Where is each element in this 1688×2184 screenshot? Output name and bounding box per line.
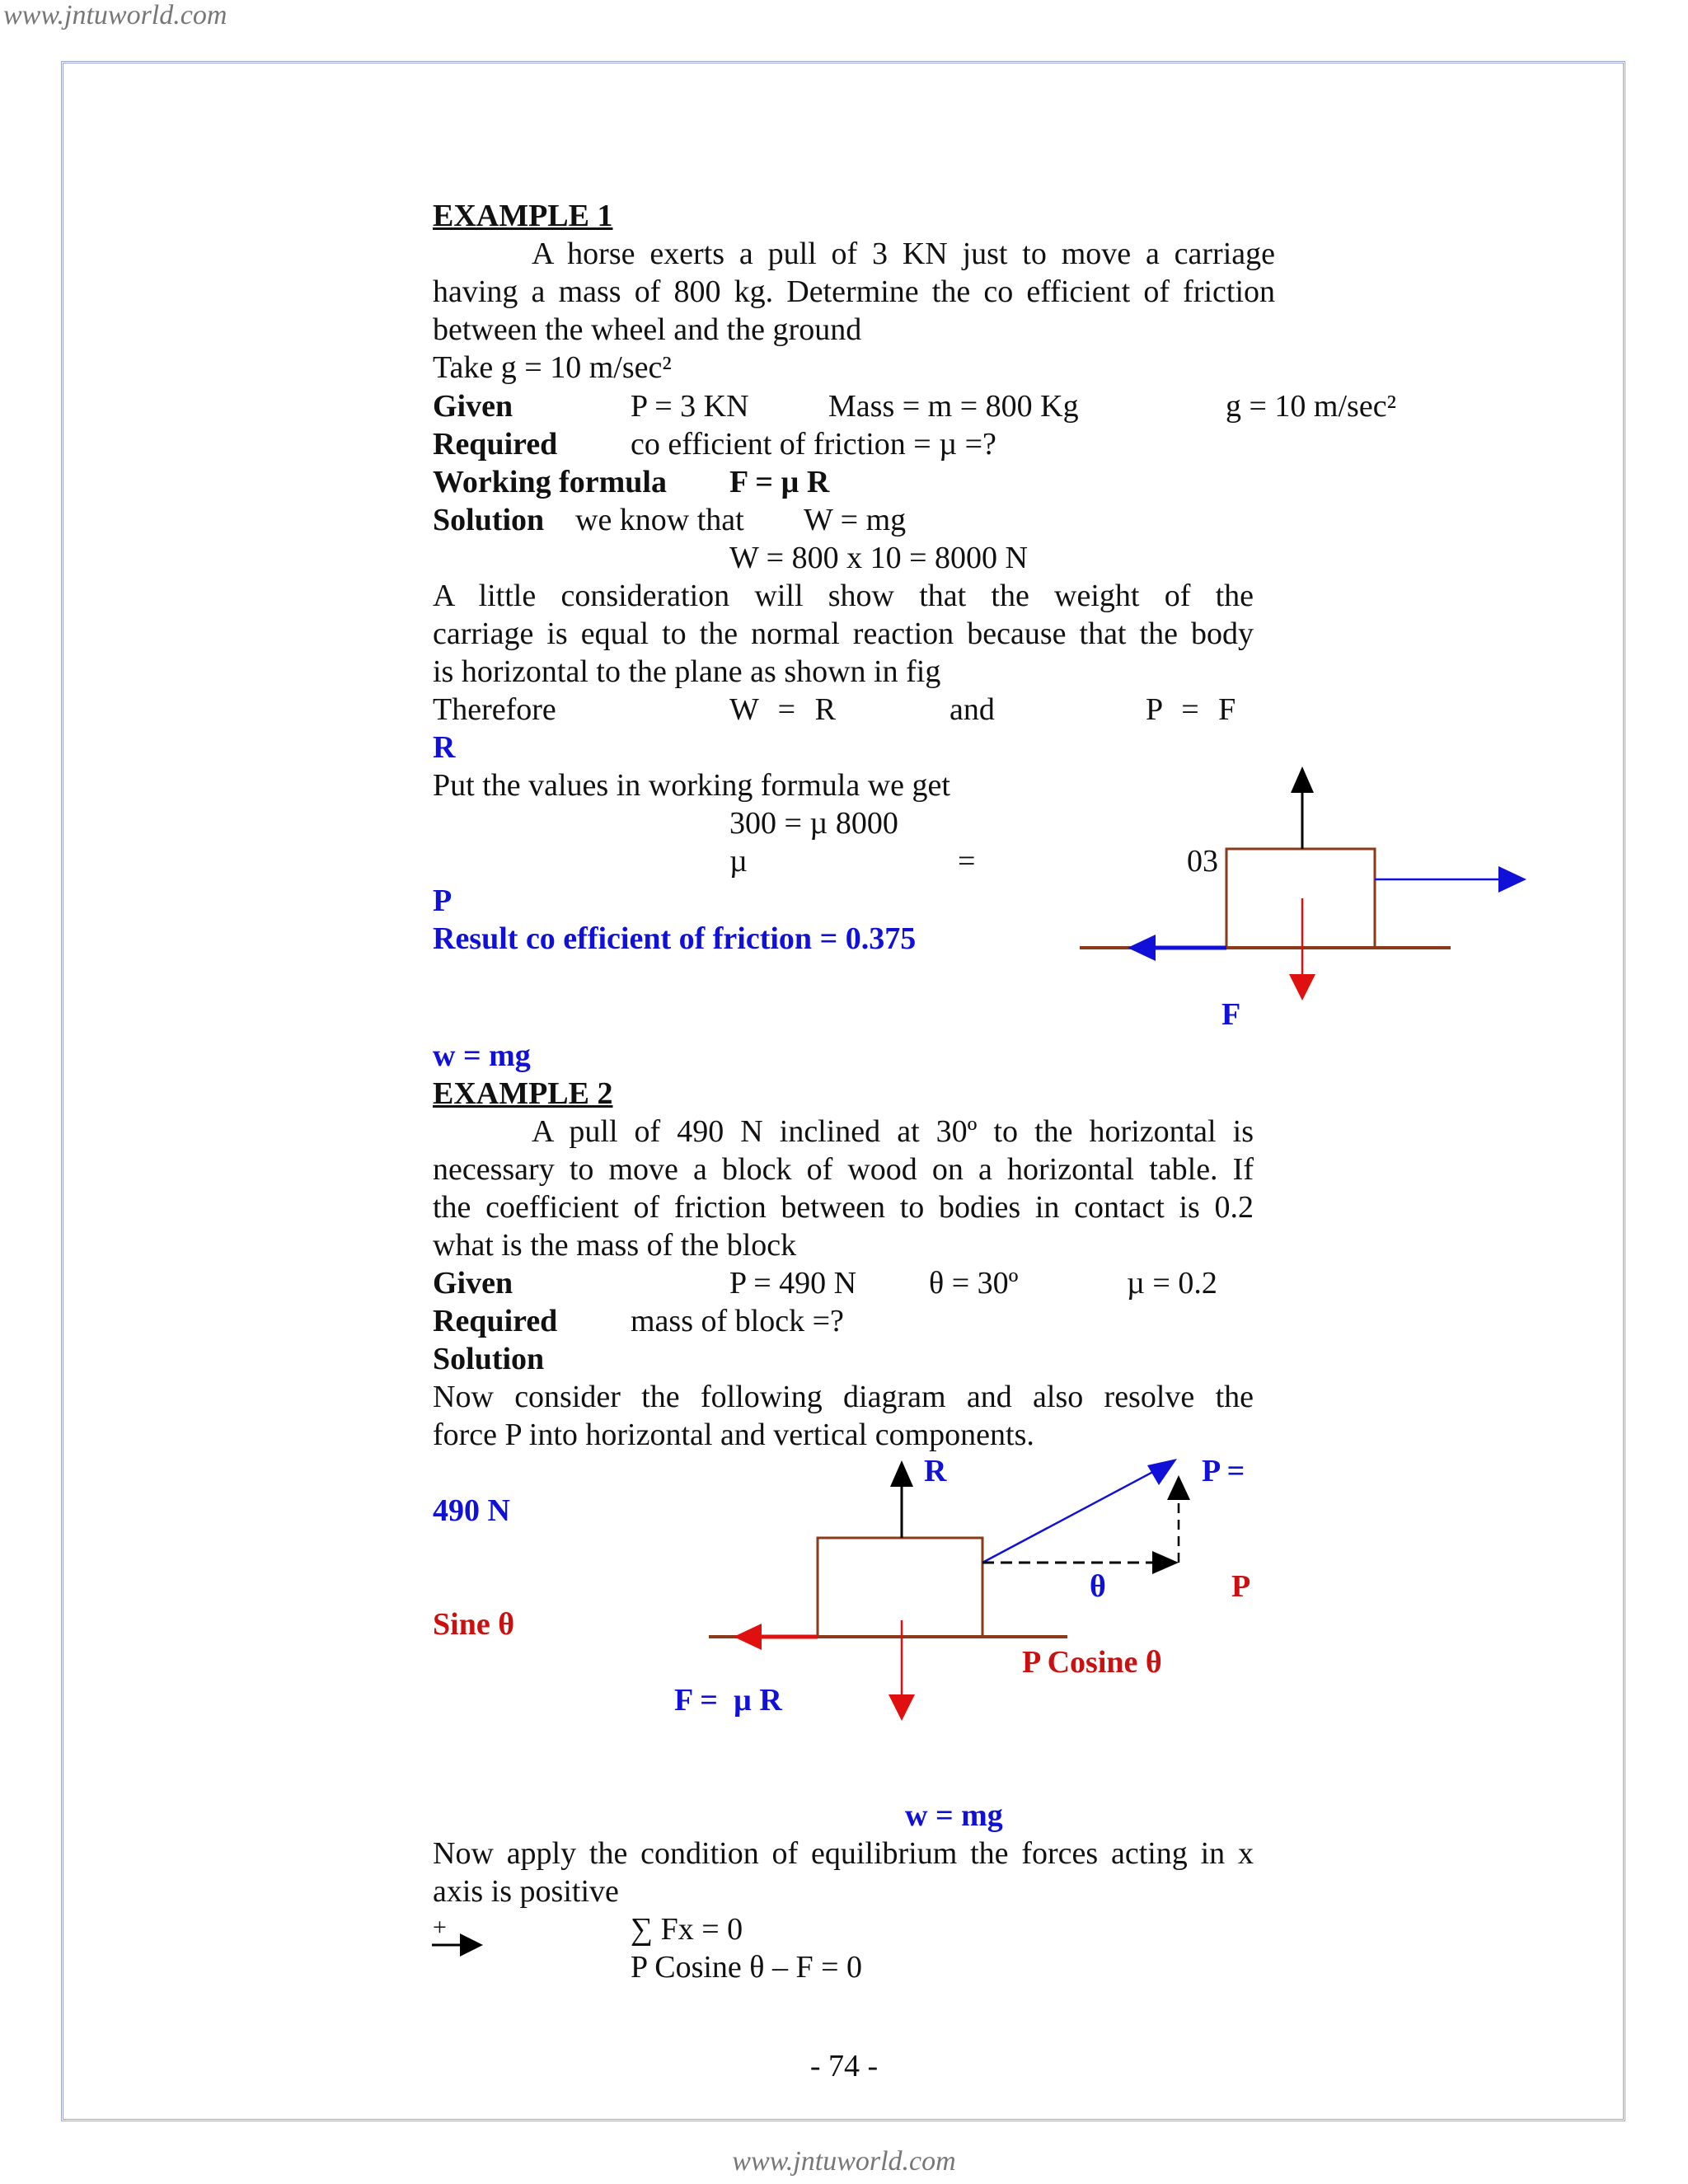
example1-title: EXAMPLE 1 xyxy=(433,199,613,233)
label-r-2: R xyxy=(924,1454,947,1488)
w-equals-mg-1: w = mg xyxy=(433,1038,531,1073)
result: Result co efficient of friction = 0.375 xyxy=(433,921,917,956)
consider2-line2: force P into horizontal and vertical components. xyxy=(433,1418,1034,1452)
friction-arrowhead xyxy=(1128,935,1156,961)
pull-arrowhead xyxy=(1498,866,1526,893)
example2-para-line4: what is the mass of the block xyxy=(433,1228,797,1263)
wood-block xyxy=(818,1538,982,1637)
label-p-equals: P = xyxy=(1202,1454,1245,1488)
vertical-component-arrowhead xyxy=(1167,1475,1190,1500)
label-r: R xyxy=(433,730,456,765)
example1-para-line2: having a mass of 800 kg. Determine the co efficient of friction xyxy=(433,274,1275,309)
page-number: - 74 - xyxy=(809,2049,879,2083)
watermark-bottom: www.jntuworld.com xyxy=(732,2146,956,2177)
equals-sign: = xyxy=(958,844,976,879)
label-sine-theta: Sine θ xyxy=(433,1607,515,1642)
solution-label: Solution xyxy=(433,503,545,537)
given-p-2: P = 490 N xyxy=(729,1266,857,1301)
plus-sign: + xyxy=(433,1914,447,1941)
p-equals-f: P = F xyxy=(1146,692,1236,727)
label-490n: 490 N xyxy=(433,1493,510,1528)
mu-symbol: µ xyxy=(729,844,748,879)
example1-para-line3: between the wheel and the ground xyxy=(433,312,862,347)
horizontal-component-arrowhead xyxy=(1152,1551,1179,1574)
solution-eq: W = mg xyxy=(804,503,907,537)
label-f-mu-r: F = µ R xyxy=(674,1683,782,1718)
required-text: co efficient of friction = µ =? xyxy=(631,427,996,462)
weight-arrowhead xyxy=(889,1694,915,1721)
and-text: and xyxy=(950,692,995,727)
positive-direction-arrow-icon xyxy=(432,1929,490,1961)
figure1-diagram xyxy=(1071,766,1533,1014)
example1-para-line1: A horse exerts a pull of 3 KN just to move a carriage xyxy=(532,237,1275,271)
solution-text: we know that xyxy=(575,503,744,537)
w-calc: W = 800 x 10 = 8000 N xyxy=(729,541,1028,575)
label-f: F xyxy=(1221,997,1241,1032)
pull-force-arrowhead xyxy=(1147,1459,1177,1485)
given-g: g = 10 m/sec² xyxy=(1226,389,1396,424)
carriage-block xyxy=(1226,849,1375,948)
working-formula-text: F = µ R xyxy=(729,465,830,499)
watermark-top: www.jntuworld.com xyxy=(3,0,227,30)
required-text-2: mass of block =? xyxy=(631,1304,844,1338)
w-equals-mg-2: w = mg xyxy=(905,1798,1003,1833)
required-label-2: Required xyxy=(433,1304,558,1338)
friction-arrowhead xyxy=(734,1624,762,1650)
example2-para-line1: A pull of 490 N inclined at 30º to the horizontal is xyxy=(532,1114,1254,1149)
consider-line1: A little consideration will show that the weight of the xyxy=(433,579,1254,613)
take-g: Take g = 10 m/sec² xyxy=(433,350,672,385)
given-label-2: Given xyxy=(433,1266,513,1301)
solution-label-2: Solution xyxy=(433,1342,545,1376)
given-mu: µ = 0.2 xyxy=(1127,1266,1217,1301)
example2-title: EXAMPLE 2 xyxy=(433,1076,613,1111)
given-theta: θ = 30º xyxy=(929,1266,1019,1301)
required-label: Required xyxy=(433,427,558,462)
put-values: Put the values in working formula we get xyxy=(433,768,950,803)
sum-fx: ∑ Fx = 0 xyxy=(631,1912,743,1947)
therefore-label: Therefore xyxy=(433,692,556,727)
therefore-eq: W = R xyxy=(729,692,836,727)
given-label: Given xyxy=(433,389,513,424)
pull-force-line xyxy=(982,1467,1162,1563)
weight-arrowhead xyxy=(1289,974,1315,1001)
eq-300: 300 = µ 8000 xyxy=(729,806,898,841)
label-p-2: P xyxy=(1231,1569,1251,1604)
p-cosine-equation: P Cosine θ – F = 0 xyxy=(631,1950,863,1985)
label-p-cosine-theta: P Cosine θ xyxy=(1022,1645,1162,1680)
example2-para-line2: necessary to move a block of wood on a horizontal table. If xyxy=(433,1152,1254,1187)
apply-line1: Now apply the condition of equilibrium the forces acting in x xyxy=(433,1836,1254,1871)
given-mass: Mass = m = 800 Kg xyxy=(828,389,1079,424)
reaction-arrowhead xyxy=(890,1460,913,1487)
working-formula-label: Working formula xyxy=(433,465,667,499)
value-03: 03 xyxy=(1187,844,1218,879)
reaction-arrowhead xyxy=(1291,766,1314,793)
page-border xyxy=(61,61,1625,2121)
apply-line2: axis is positive xyxy=(433,1874,619,1909)
consider-line2: carriage is equal to the normal reaction because that the body xyxy=(433,616,1254,651)
given-p: P = 3 KN xyxy=(631,389,749,424)
consider-line3: is horizontal to the plane as shown in fig xyxy=(433,654,941,689)
consider2-line1: Now consider the following diagram and also resolve the xyxy=(433,1380,1254,1414)
example2-para-line3: the coefficient of friction between to bodies in contact is 0.2 xyxy=(433,1190,1254,1225)
label-theta: θ xyxy=(1090,1569,1106,1604)
label-p: P xyxy=(433,883,452,918)
